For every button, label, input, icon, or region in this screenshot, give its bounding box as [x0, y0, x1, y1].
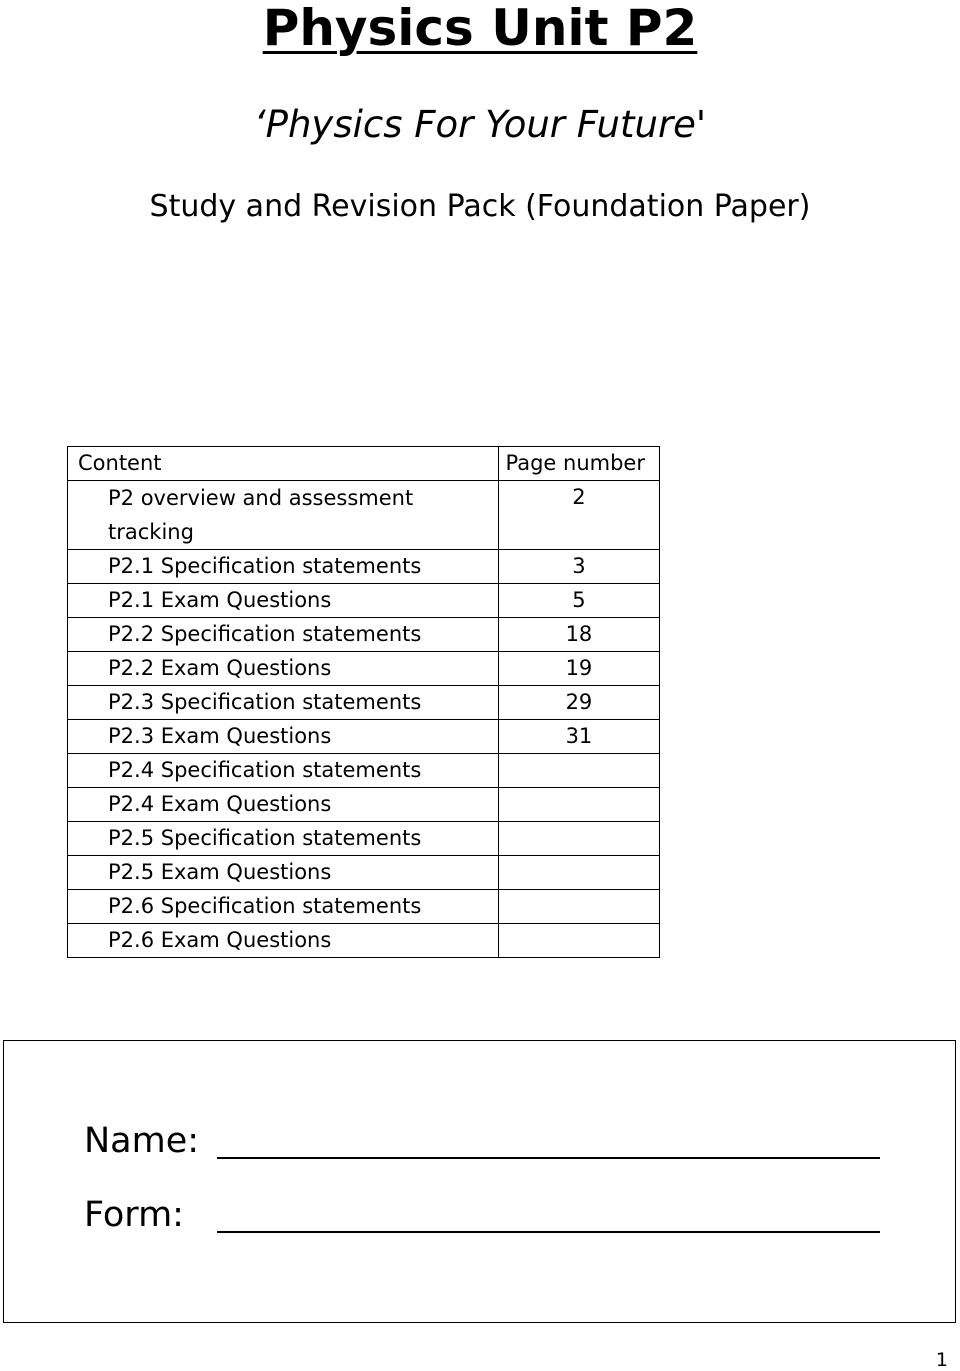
- contents-item: P2.2 Exam Questions: [68, 652, 499, 686]
- name-label: Name:: [84, 1121, 200, 1161]
- contents-item: P2.3 Exam Questions: [68, 720, 499, 754]
- contents-page: 18: [498, 618, 659, 652]
- contents-item: P2.3 Specification statements: [68, 686, 499, 720]
- contents-row: [68, 584, 660, 618]
- contents-row: [68, 788, 660, 822]
- contents-page: [498, 890, 659, 924]
- pack-title: Study and Revision Pack (Foundation Paper): [149, 189, 811, 224]
- contents-row: [68, 618, 660, 652]
- contents-page: 2: [498, 481, 659, 550]
- contents-item: P2.4 Exam Questions: [68, 788, 499, 822]
- contents-page: [498, 924, 659, 958]
- contents-header-page: Page number: [498, 447, 659, 481]
- contents-row: [68, 652, 660, 686]
- contents-page: 5: [498, 584, 659, 618]
- contents-item: P2.5 Specification statements: [68, 822, 499, 856]
- contents-item: P2.5 Exam Questions: [68, 856, 499, 890]
- contents-page: 19: [498, 652, 659, 686]
- contents-page: 3: [498, 550, 659, 584]
- contents-item: P2.6 Exam Questions: [68, 924, 499, 958]
- form-label: Form:: [84, 1195, 184, 1235]
- contents-item: P2.1 Specification statements: [68, 550, 499, 584]
- contents-page: [498, 788, 659, 822]
- contents-item: P2.2 Specification statements: [68, 618, 499, 652]
- contents-item: P2 overview and assessment tracking: [68, 481, 499, 550]
- contents-row: [68, 890, 660, 924]
- contents-header-row: [68, 447, 660, 481]
- contents-row: [68, 822, 660, 856]
- contents-page: [498, 754, 659, 788]
- student-details-box: [3, 1040, 956, 1323]
- name-write-line[interactable]: [217, 1157, 880, 1159]
- contents-row: [68, 481, 660, 550]
- page-number: 1: [935, 1349, 948, 1371]
- contents-header-content: Content: [68, 447, 499, 481]
- document-subtitle: ‘Physics For Your Future': [253, 103, 707, 146]
- contents-row: [68, 924, 660, 958]
- form-write-line[interactable]: [217, 1231, 880, 1233]
- contents-row: [68, 550, 660, 584]
- contents-row: [68, 754, 660, 788]
- contents-row: [68, 856, 660, 890]
- contents-page: [498, 822, 659, 856]
- contents-item: P2.1 Exam Questions: [68, 584, 499, 618]
- contents-table: [67, 446, 660, 958]
- contents-page: [498, 856, 659, 890]
- contents-item: P2.4 Specification statements: [68, 754, 499, 788]
- contents-row: [68, 720, 660, 754]
- contents-page: 31: [498, 720, 659, 754]
- document-title: Physics Unit P2: [262, 0, 698, 57]
- contents-page: 29: [498, 686, 659, 720]
- contents-item: P2.6 Specification statements: [68, 890, 499, 924]
- contents-row: [68, 686, 660, 720]
